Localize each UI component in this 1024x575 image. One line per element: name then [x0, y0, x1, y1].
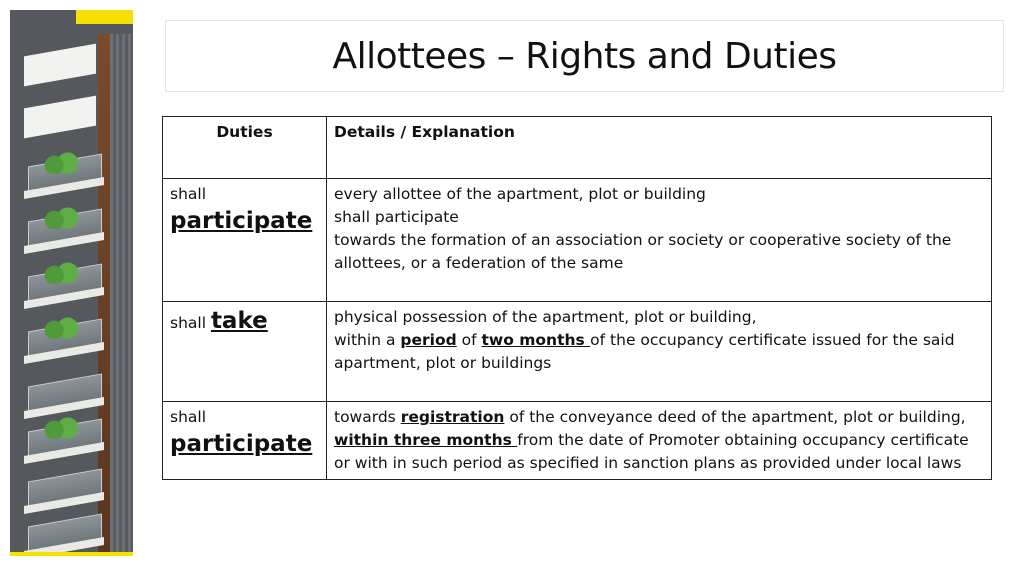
building-slab	[24, 96, 96, 139]
details-line	[334, 406, 984, 429]
emphasis-period: period	[400, 331, 457, 349]
table-row	[163, 402, 992, 480]
building-facade	[110, 34, 133, 556]
duty-prefix: shall	[170, 408, 207, 426]
duty-word: take	[210, 308, 268, 334]
duty-cell	[163, 302, 327, 402]
text-fragment: within a	[334, 331, 401, 349]
details-line: physical possession of the apartment, plot or building,	[334, 308, 757, 326]
accent-bar-top	[76, 10, 133, 24]
details-cell	[327, 402, 992, 480]
table-header-row	[163, 117, 992, 179]
table-row	[163, 302, 992, 402]
balcony	[18, 370, 102, 416]
duties-table	[162, 116, 992, 480]
balcony	[18, 465, 102, 511]
text-fragment: of the conveyance deed of the apartment, plot or building,	[504, 408, 966, 426]
duty-prefix: shall	[170, 185, 207, 203]
title-box	[165, 20, 1004, 92]
duty-word: participate	[170, 431, 313, 457]
header-details: Details / Explanation	[327, 117, 992, 179]
details-line: towards the formation of an association or society or cooperative society of the allottees, or a federation of the same	[334, 231, 952, 272]
details-cell	[327, 179, 992, 302]
details-line	[334, 429, 984, 475]
duty-prefix: shall	[170, 314, 211, 332]
table-row	[163, 179, 992, 302]
balcony	[18, 415, 102, 461]
details-cell	[327, 302, 992, 402]
balcony	[18, 150, 102, 196]
text-fragment: towards	[334, 408, 401, 426]
details-line	[334, 329, 984, 375]
text-fragment: from the date of Promoter obtaining occupancy certificate or with in such period as specified in sanction plans as provided under local laws	[334, 431, 969, 472]
emphasis-two-months: two months	[481, 331, 591, 349]
page-title: Allottees – Rights and Duties	[332, 35, 837, 77]
duty-word: participate	[170, 208, 313, 234]
emphasis-three-months: within three months	[334, 431, 518, 449]
balcony	[18, 315, 102, 361]
accent-bar-bottom	[10, 552, 133, 556]
building-image	[10, 10, 133, 556]
balcony	[18, 260, 102, 306]
duty-cell	[163, 402, 327, 480]
details-line: shall participate	[334, 208, 459, 226]
duty-cell	[163, 179, 327, 302]
balcony	[18, 205, 102, 251]
text-fragment: of the occupancy certificate issued for the said apartment, plot or buildings	[334, 331, 955, 372]
building-slab	[24, 44, 96, 87]
header-duties: Duties	[163, 117, 327, 179]
balcony	[18, 510, 102, 556]
details-line: every allottee of the apartment, plot or building	[334, 185, 706, 203]
text-fragment: of	[456, 331, 482, 349]
emphasis-registration: registration	[400, 408, 505, 426]
